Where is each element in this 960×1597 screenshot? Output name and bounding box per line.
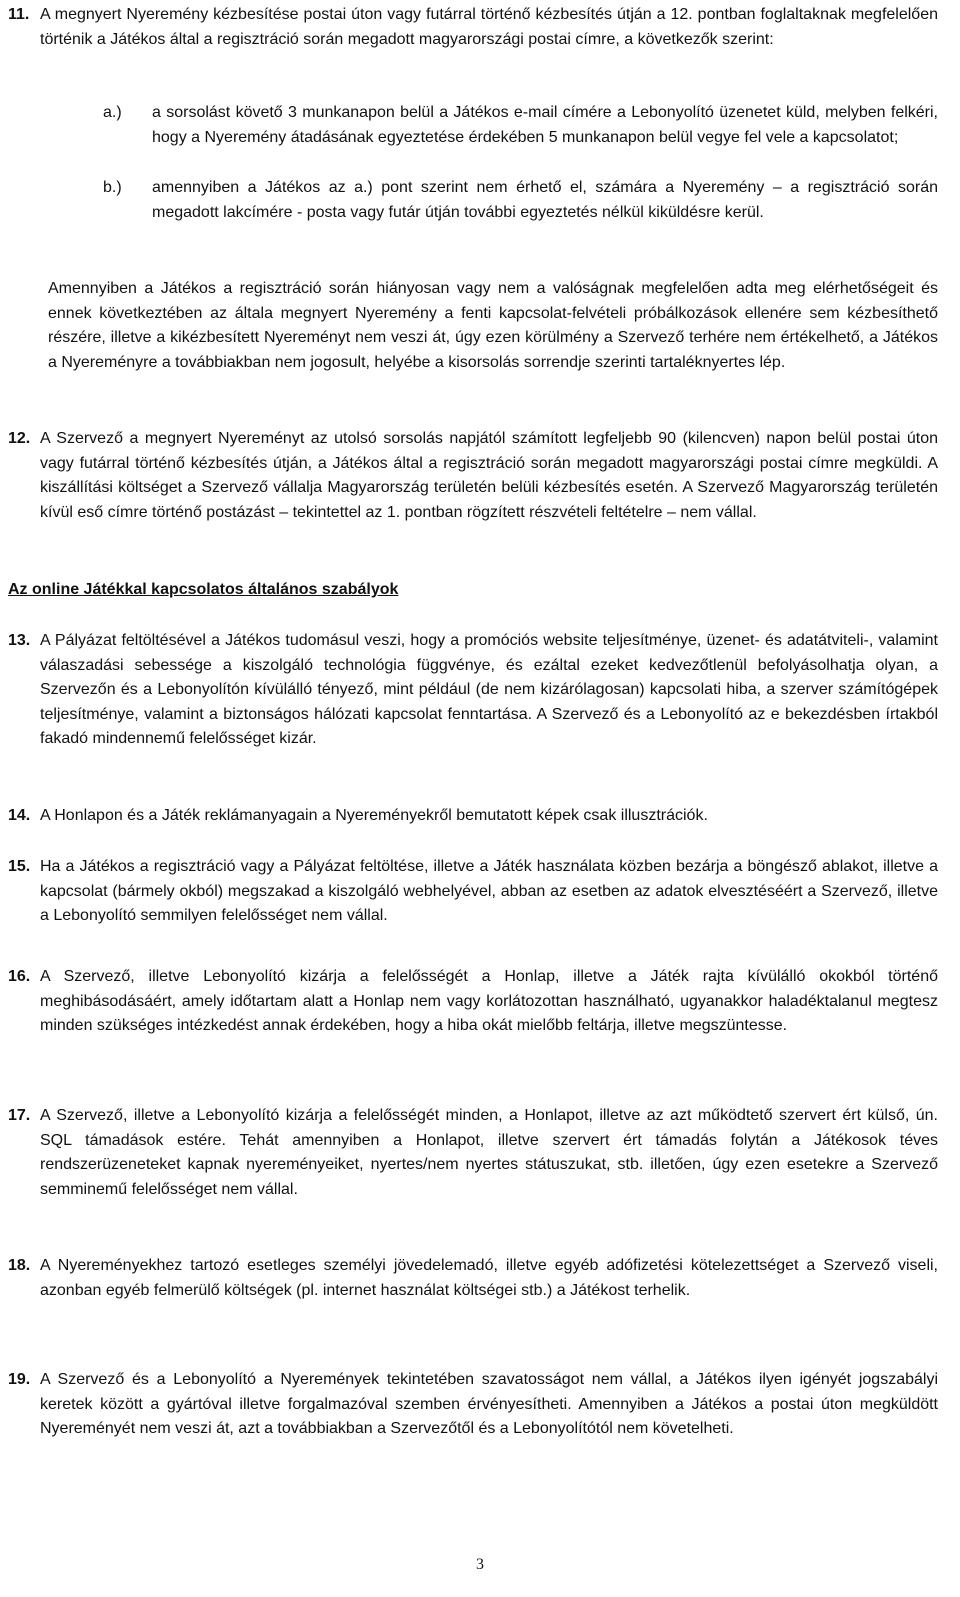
section-16-number: 16.	[8, 968, 31, 985]
section-11-continuation: Amennyiben a Játékos a regisztráció során hiányosan vagy nem a valóságnak megfelelően adta meg elérhetőségeit és ennek következtében az általa megnyert Nyeremény a fenti kapcsolat-felvételi próbálkozások ellenére sem kézbesíthető részére, illetve a kikézbesített Nyereményt nem veszi át, úgy ezen körülmény a Szervező terhére nem értékelhető, a Játékos a Nyereményre a továbbiakban nem jogosult, helyébe a kisorsolás sorrendje szerinti tartaléknyertes lép.	[48, 280, 938, 371]
page-number: 3	[476, 1556, 484, 1573]
section-14-number: 14.	[8, 807, 31, 824]
section-11-item-a-text: a sorsolást követő 3 munkanapon belül a Játékos e-mail címére a Lebonyolító üzenetet küld, melyben felkéri, hogy a Nyeremény átadásának egyeztetése érdekében 5 munkanapon belül vegye fel vele a kapcsolatot;	[152, 104, 938, 146]
section-18-text: A Nyereményekhez tartozó esetleges személyi jövedelemadó, illetve egyéb adófizetési kötelezettséget a Szervező viseli, azonban egyéb felmerülő költségek (pl. internet használat költségei stb.) a Játékost terhelik.	[40, 1257, 938, 1299]
section-15-text: Ha a Játékos a regisztráció vagy a Pályázat feltöltése, illetve a Játék használata közben bezárja a böngésző ablakot, illetve a kapcsolat (bármely okból) megszakad a kiszolgáló webhelyével, abban az esetben az adatok elvesztéséért a Szervező, illetve a Lebonyolító semmilyen felelősséget nem vállal.	[40, 858, 938, 924]
section-13-text: A Pályázat feltöltésével a Játékos tudomásul veszi, hogy a promóciós website teljesítménye, üzenet- és adatátviteli-, valamint válaszadási sebessége a kiszolgáló technológia függvénye, és ezáltal ezeket kedvezőtlenül befolyásolhatja olyan, a Szervezőn és a Lebonyolítón kívülálló tényező, mint például (de nem kizárólagosan) kapcsolati hiba, a szerver számítógépek teljesítménye, valamint a biztonságos hálózati kapcsolat fenntartása. A Szervező és a Lebonyolító az e bekezdésben írtakból fakadó mindennemű felelősséget kizár.	[40, 632, 938, 747]
section-17-number: 17.	[8, 1107, 31, 1124]
section-11-item-b-letter: b.)	[103, 179, 122, 196]
section-11-number: 11.	[8, 6, 30, 23]
section-11-item-b-text: amennyiben a Játékos az a.) pont szerint nem érhető el, számára a Nyeremény – a regisztráció során megadott lakcímére - posta vagy futár útján további egyeztetés nélkül kiküldésre kerül.	[152, 179, 938, 221]
section-15-number: 15.	[8, 858, 31, 875]
section-12-text: A Szervező a megnyert Nyereményt az utolsó sorsolás napjától számított legfeljebb 90 (kilencven) napon belül postai úton vagy futárral történő kézbesítés útján, a Játékos által a regisztráció során megadott magyarországi postai címre megküldi. A kiszállítási költséget a Szervező vállalja Magyarország területén belüli kézbesítés esetén. A Szervező Magyarország területén kívül eső címre történő postázást – tekintettel az 1. pontban rögzített részvételi feltételre – nem vállal.	[40, 430, 938, 521]
section-14-text: A Honlapon és a Játék reklámanyagain a Nyereményekről bemutatott képek csak illusztrációk.	[40, 807, 708, 824]
section-heading: Az online Játékkal kapcsolatos általános szabályok	[8, 581, 399, 598]
section-17-text: A Szervező, illetve a Lebonyolító kizárja a felelősségét minden, a Honlapot, illetve az azt működtető szervert ért külső, ún. SQL támadások estére. Tehát amennyiben a Honlapot, illetve szervert ért támadás folytán a Játékosok téves rendszerüzeneteket kapnak nyereményeiket, nyertes/nem nyertes státuszukat, stb. illetően, úgy ezen esetekre a Szervező semminemű felelősséget nem vállal.	[40, 1107, 938, 1198]
section-19-text: A Szervező és a Lebonyolító a Nyeremények tekintetében szavatosságot nem vállal, a Játékos ilyen igényét jogszabályi keretek között a gyártóval illetve forgalmazóval szemben érvényesítheti. Amennyiben a Játékos a postai úton megküldött Nyereményét nem veszi át, azt a továbbiakban a Szervezőtől és a Lebonyolítótól nem követelheti.	[40, 1371, 938, 1437]
section-11-text: A megnyert Nyeremény kézbesítése postai úton vagy futárral történő kézbesítés útján a 12. pontban foglaltaknak megfelelően történik a Játékos által a regisztráció során megadott magyarországi postai címre, a következők szerint:	[40, 6, 938, 48]
section-11-item-a-letter: a.)	[103, 104, 122, 121]
section-16-text: A Szervező, illetve Lebonyolító kizárja a felelősségét a Honlap, illetve a Játék rajta kívülálló okokból történő meghibásodásáért, amely időtartam alatt a Honlap nem vagy korlátozottan használható, ugyanakkor haladéktalanul megtesz minden szükséges intézkedést annak érdekében, hogy a hiba okát mielőbb feltárja, illetve megszüntesse.	[40, 968, 938, 1034]
section-12-number: 12.	[8, 430, 31, 447]
section-19-number: 19.	[8, 1371, 31, 1388]
section-13-number: 13.	[8, 632, 31, 649]
section-18-number: 18.	[8, 1257, 31, 1274]
